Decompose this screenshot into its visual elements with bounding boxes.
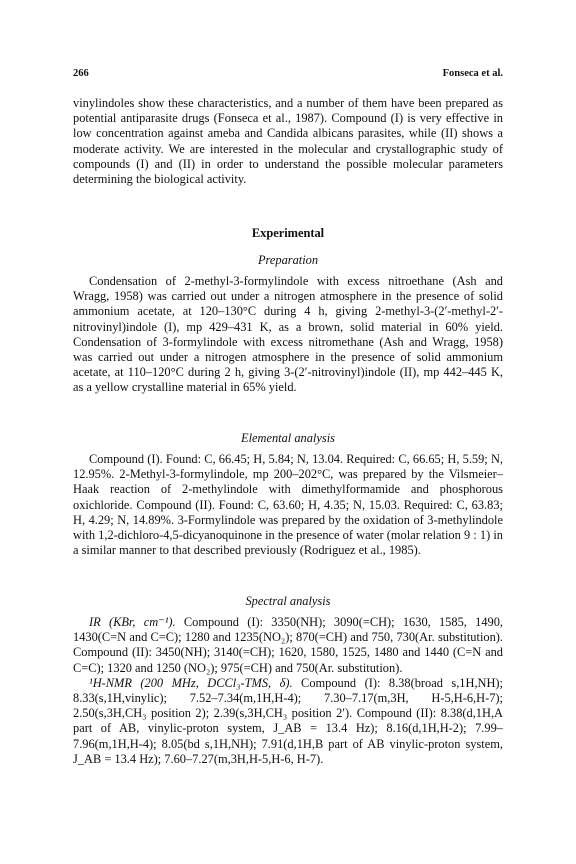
elemental-block bbox=[73, 452, 503, 558]
nmr-paragraph bbox=[73, 676, 503, 767]
elemental-subheading: Elemental analysis bbox=[241, 431, 335, 445]
preparation-block bbox=[73, 274, 503, 396]
spectral-subheading: Spectral analysis bbox=[245, 594, 331, 608]
ir-paragraph bbox=[73, 615, 503, 676]
experimental-heading: Experimental bbox=[251, 226, 325, 240]
running-author: Fonseca et al. bbox=[442, 68, 503, 79]
nmr-text: Compound (I): 8.38(broad s,1H,NH); 8.33(s,1H,vinylic); 7.52–7.34(m,1H,H-4); 7.30–7.17(m,3H, H-5,H-6,H-7); 2.50(s,3H,CH₃ position 2); 2.39(s,3H,CH₃ position 2′). Compound (II): 8.38(d,1H,A part of AB, vinylic-proton system, J_AB = 13.4 Hz); 8.16(d,1H,H-2); 7.99–7.96(m,1H,H-4); 8.05(bd s,1H,NH); 7.91(d,1H,B part of AB vinylic-proton system, J_AB = 13.4 Hz); 7.60–7.27(m,3H,H-5,H-6, H-7). bbox=[73, 675, 504, 766]
elemental-paragraph: Compound (I). Found: C, 66.45; H, 5.84; N, 13.04. Required: C, 66.65; H, 5.59; N, 12.95%. 2-Methyl-3-formylindole, mp 200–202°C, was prepared by the Vilsmeier–Haak reaction of 2-methylindole with dimethylformamide and phosphorous oxichloride. Compound (II). Found: C, 63.60; H, 4.35; N, 15.03. Required: C, 63.83; H, 4.29; N, 14.89%. 3-Formylindole was prepared by the oxidation of 3-methylindole with 1,2-dichloro-4,5-dicyanoquinone in the presence of water (molar relation 9 : 1) in a similar manner to that described previously (Rodriguez et al., 1985). bbox=[73, 452, 503, 558]
intro-paragraph: vinylindoles show these characteristics, and a number of them have been prepared as potential antiparasite drugs (Fonseca et al., 1987). Compound (I) is very effective in low concentration against ameba and Candida albicans parasites, while (II) shows a moderate activity. We are interested in the molecular and crystallographic study of compounds (I) and (II) in order to understand the possible molecular parameters determining the biological activity. bbox=[73, 96, 503, 187]
preparation-subheading: Preparation bbox=[257, 253, 319, 267]
intro-paragraph-block bbox=[73, 96, 503, 187]
preparation-paragraph: Condensation of 2-methyl-3-formylindole with excess nitroethane (Ash and Wragg, 1958) was carried out under a nitrogen atmosphere in the presence of solid ammonium acetate, at 120–130°C during 4 h, giving 2-methyl-3-(2′-methyl-2′-nitrovinyl)indole (I), mp 429–431 K, as a brown, solid material in 60% yield. Condensation of 3-formylindole with excess nitromethane (Ash and Wragg, 1958) was carried out under a nitrogen atmosphere in the presence of solid ammonium acetate, at 110–120°C during 2 h, giving 3-(2′-nitrovinyl)indole (II), mp 442–445 K, as a yellow crystalline material in 65% yield. bbox=[73, 274, 503, 395]
ir-text: Compound (I): 3350(NH); 3090(=CH); 1630, 1585, 1490, 1430(C=N and C=C); 1280 and 1235(NO₂); 870(=CH) and 750, 730(Ar. substitution). Compound (II): 3450(NH); 3140(=CH); 1620, 1580, 1525, 1480 and 1440 (C=N and C=C); 1320 and 1250 (NO₂); 975(=CH) and 750(Ar. substitution). bbox=[73, 615, 503, 675]
ir-label: IR (KBr, cm⁻¹). bbox=[89, 615, 176, 629]
nmr-label: ¹H-NMR (200 MHz, DCCl₃-TMS, δ). bbox=[89, 675, 293, 690]
running-header bbox=[73, 68, 503, 82]
spectral-block bbox=[73, 615, 503, 767]
page-number: 266 bbox=[73, 68, 89, 79]
